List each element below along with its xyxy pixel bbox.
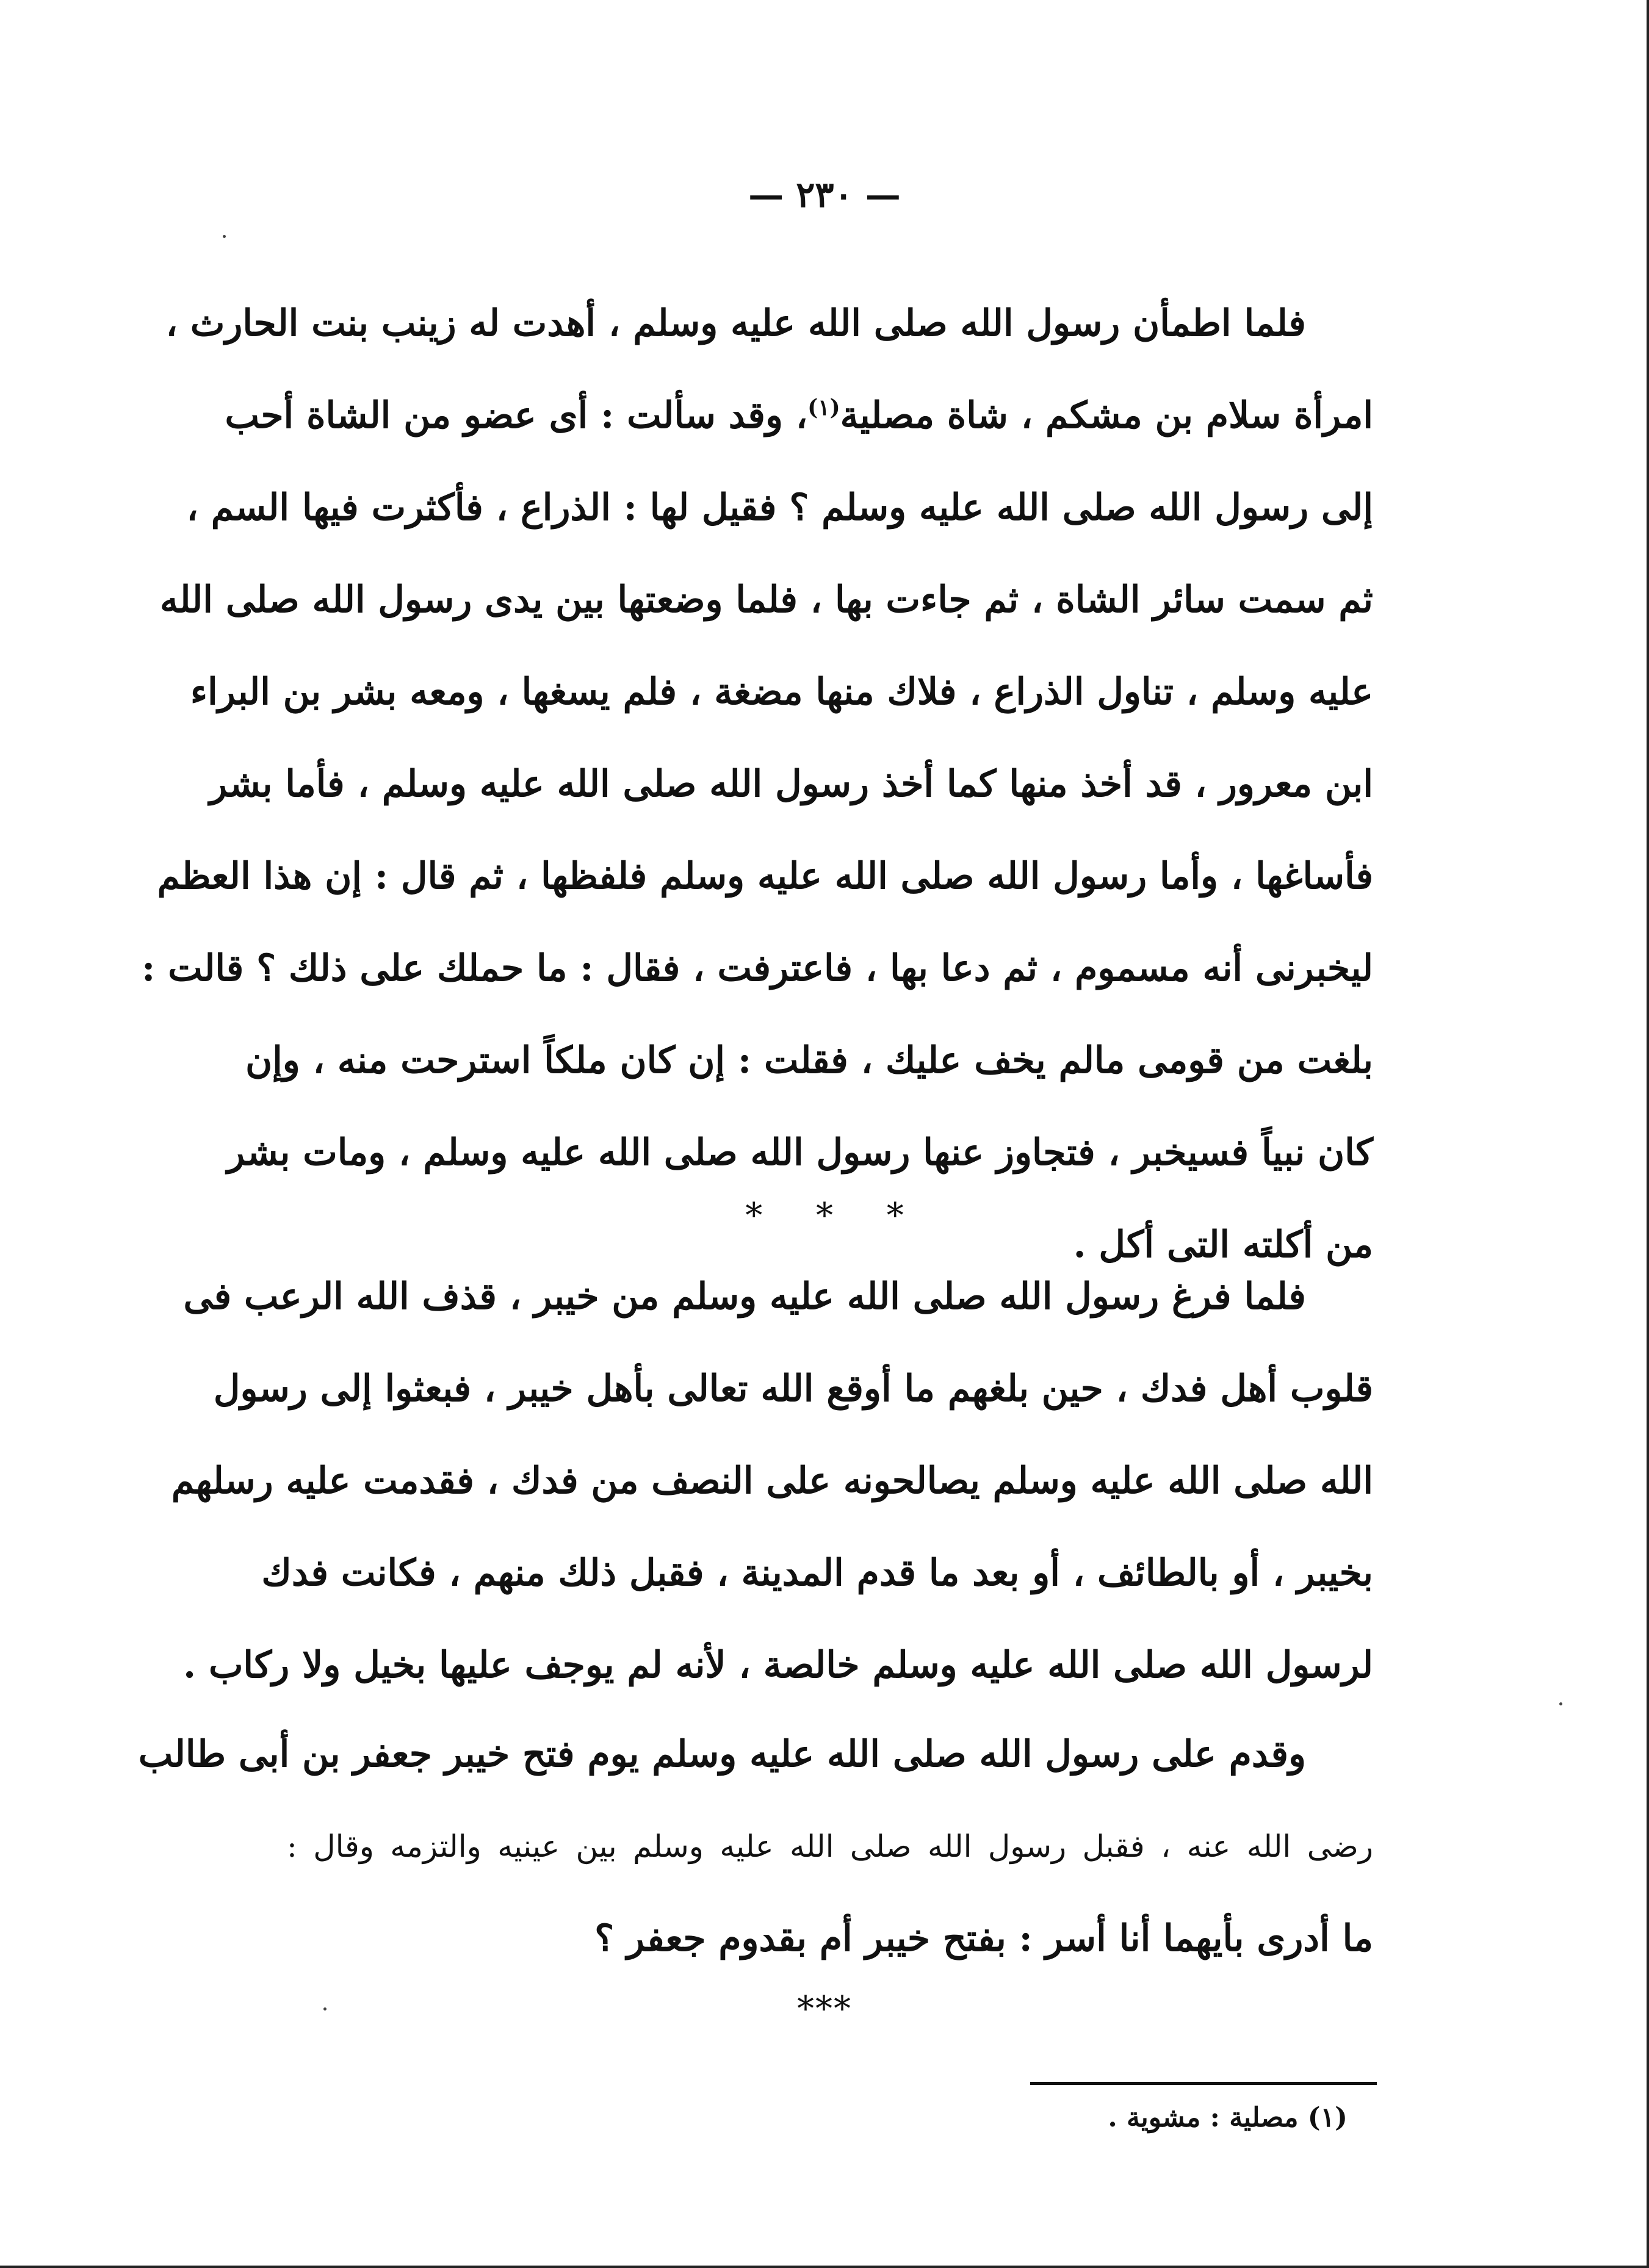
footnote-divider — [1030, 2082, 1377, 2085]
footnote-marker: (١) — [807, 395, 840, 420]
section-separator: *** — [797, 1989, 852, 2029]
paragraph-1 — [142, 278, 1373, 1291]
paragraph-line — [225, 370, 1373, 462]
paragraph-line: الله صلى الله عليه وسلم يصالحونه على النصف من فدك ، فقدمت عليه رسلهم — [171, 1460, 1373, 1502]
section-separator: * * * — [745, 1196, 904, 1236]
paragraph-line: ليخبرنى أنه مسموم ، ثم دعا بها ، فاعترفت ، فقال : ما حملك على ذلك ؟ قالت : — [142, 947, 1373, 990]
page-number: — ٢٣٠ — — [748, 174, 901, 215]
paragraph-3 — [138, 1708, 1373, 1985]
paragraph-2 — [171, 1251, 1373, 1712]
paragraph-line: ابن معرور ، قد أخذ منها كما أخذ رسول الله صلى الله عليه وسلم ، فأما بشر — [209, 763, 1373, 805]
paragraph-line: فلما اطمأن رسول الله صلى الله عليه وسلم ، أهدت له زينب بنت الحارث ، — [165, 302, 1306, 345]
paragraph-line: بلغت من قومى مالم يخف عليك ، فقلت : إن كان ملكاً استرحت منه ، وإن — [245, 1039, 1373, 1082]
scan-speck — [1559, 1702, 1562, 1705]
paragraph-line: بخيبر ، أو بالطائف ، أو بعد ما قدم المدينة ، فقبل ذلك منهم ، فكانت فدك — [261, 1552, 1373, 1594]
paragraph-line: عليه وسلم ، تناول الذراع ، فلاك منها مضغة ، فلم يسغها ، ومعه بشر بن البراء — [190, 671, 1373, 713]
line-text: ، وقد سألت : أى عضو من الشاة أحب — [225, 394, 808, 437]
scan-speck — [323, 2007, 327, 2011]
paragraph-line: من أكلته التى أكل . — [1073, 1223, 1373, 1266]
paragraph-line: ما أدرى بأيهما أنا أسر : بفتح خيبر أم بقدوم جعفر ؟ — [594, 1917, 1373, 1960]
paragraph-line: كان نبياً فسيخبر ، فتجاوز عنها رسول الله صلى الله عليه وسلم ، ومات بشر — [227, 1131, 1373, 1174]
paragraph-line: فأساغها ، وأما رسول الله صلى الله عليه وسلم فلفظها ، ثم قال : إن هذا العظم — [157, 855, 1373, 898]
paragraph-line: ثم سمت سائر الشاة ، ثم جاءت بها ، فلما وضعتها بين يدى رسول الله صلى الله — [159, 578, 1373, 621]
scan-speck — [223, 235, 226, 238]
paragraph-line: فلما فرغ رسول الله صلى الله عليه وسلم من خيبر ، قذف الله الرعب فى — [183, 1275, 1306, 1318]
scan-border-right — [1647, 0, 1649, 2268]
paragraph-line: لرسول الله صلى الله عليه وسلم خالصة ، لأنه لم يوجف عليها بخيل ولا ركاب . — [183, 1644, 1373, 1687]
paragraph-line: إلى رسول الله صلى الله عليه وسلم ؟ فقيل لها : الذراع ، فأكثرت فيها السم ، — [186, 486, 1373, 529]
line-text: امرأة سلام بن مشكم ، شاة مصلية — [840, 394, 1373, 437]
paragraph-line: وقدم على رسول الله صلى الله عليه وسلم يوم فتح خيبر جعفر بن أبى طالب — [138, 1733, 1306, 1776]
scan-border-bottom — [0, 2266, 1649, 2268]
paragraph-line: قلوب أهل فدك ، حين بلغهم ما أوقع الله تعالى بأهل خيبر ، فبعثوا إلى رسول — [213, 1367, 1373, 1410]
paragraph-line: رضى الله عنه ، فقبل رسول الله صلى الله عليه وسلم بين عينيه والتزمه وقال : — [287, 1829, 1373, 1864]
footnote: (١) مصلية : مشوية . — [1108, 2102, 1348, 2133]
